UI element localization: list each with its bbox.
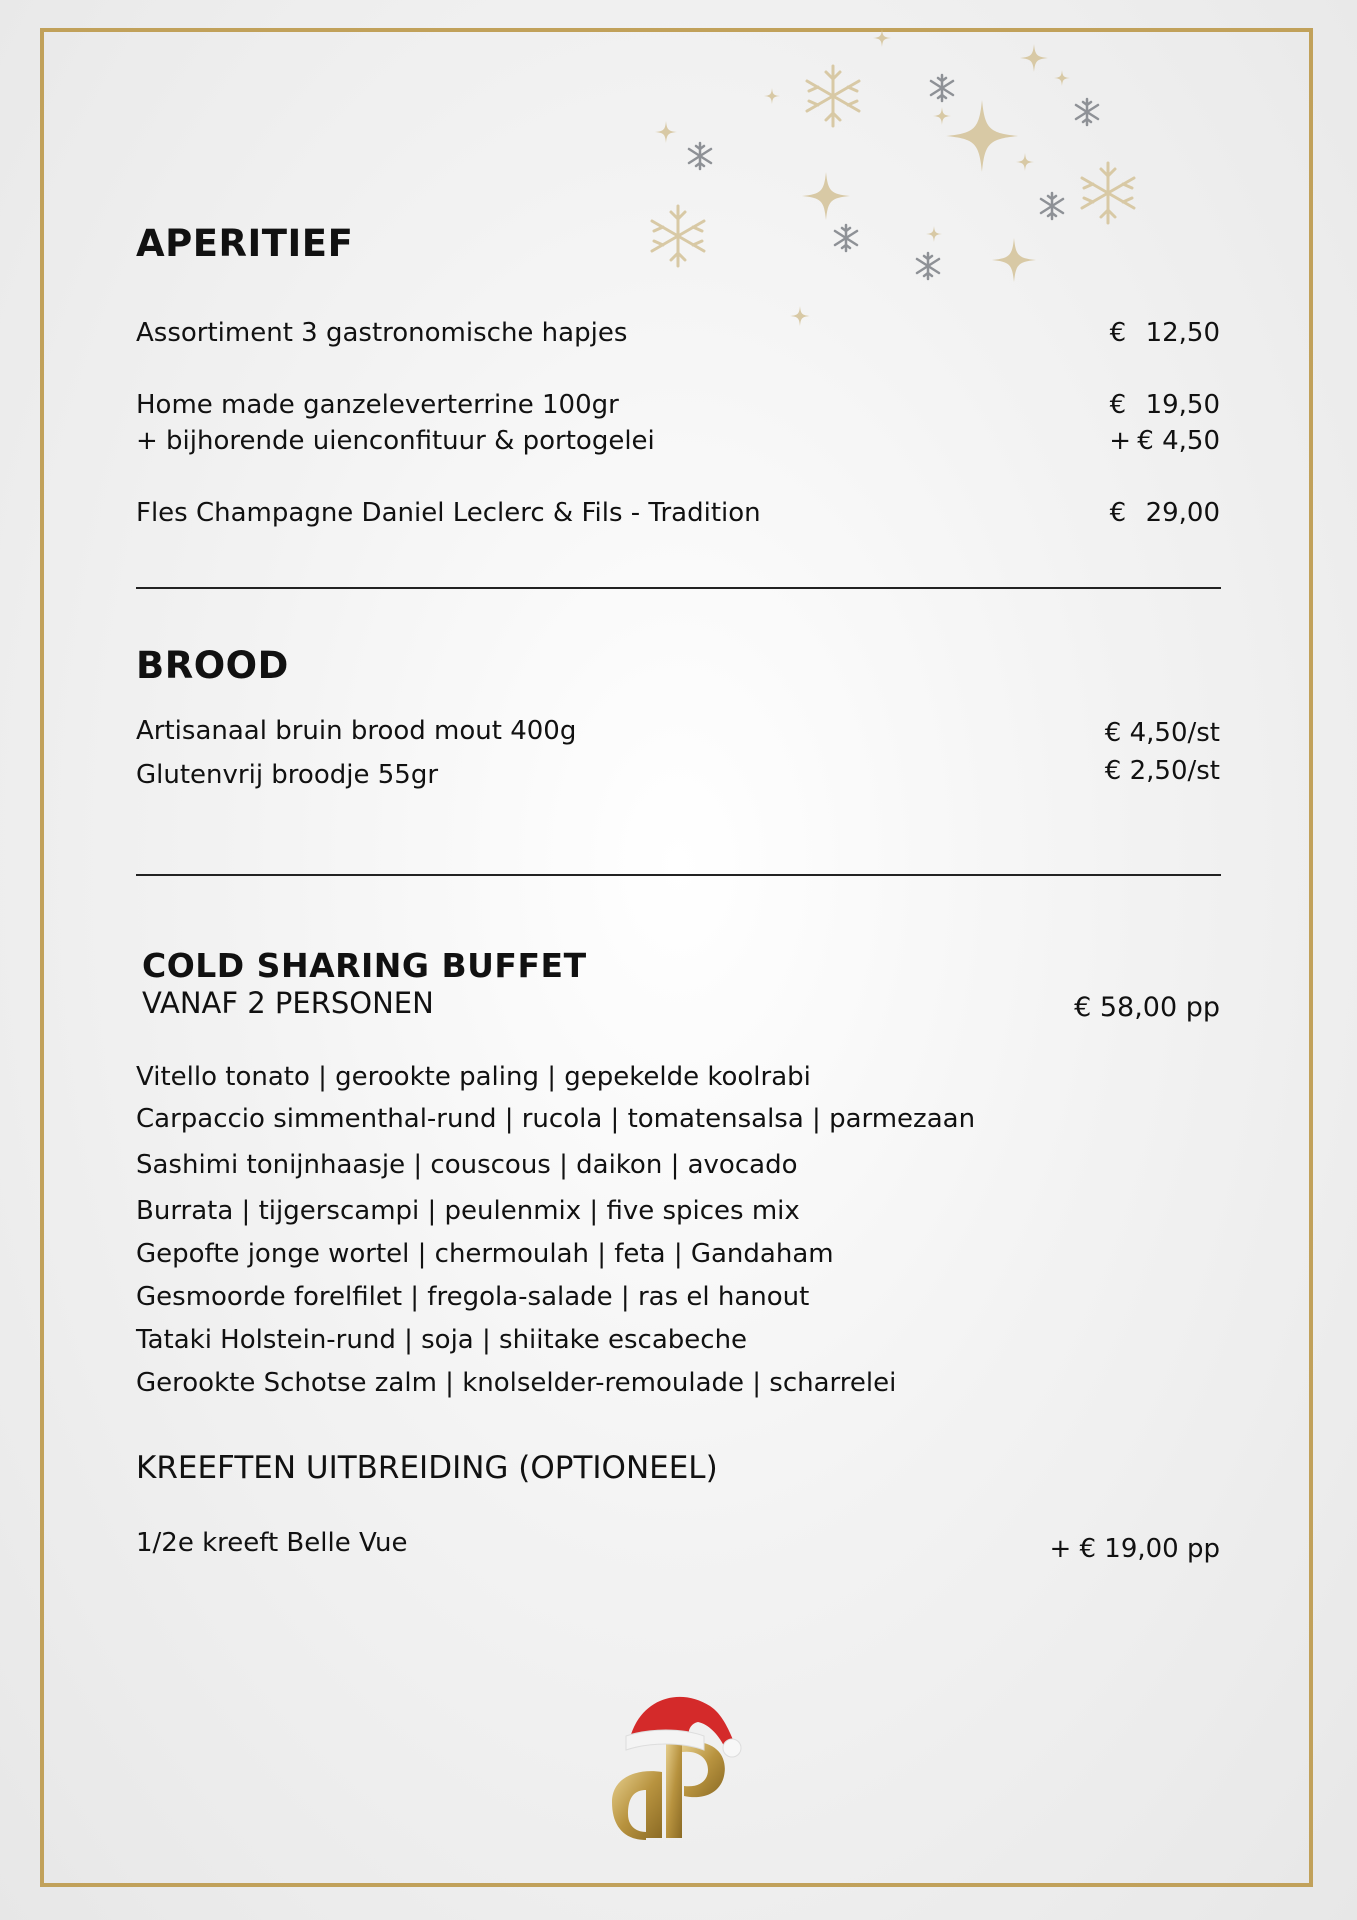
price-value: 29,00	[1145, 498, 1220, 528]
snowflake-icon	[931, 75, 953, 101]
snowflake-icon	[1082, 163, 1134, 223]
snowflake-icon	[917, 253, 939, 279]
menu-item-name: Artisanaal bruin brood mout 400g	[136, 716, 577, 746]
section-title-aperitief: APERITIEF	[136, 222, 354, 265]
dish-line: Burrata | tijgerscampi | peulenmix | five spices mix	[136, 1196, 800, 1226]
price-symbol: +	[1109, 426, 1132, 456]
star-sparkle-icon	[655, 29, 1070, 326]
section-subtitle-buffet: VANAF 2 PERSONEN	[142, 986, 434, 1020]
menu-item-name: Home made ganzeleverterrine 100gr	[136, 390, 619, 420]
dish-line: Gerookte Schotse zalm | knolselder-remoulade | scharrelei	[136, 1368, 897, 1398]
menu-item-price	[1110, 390, 1220, 420]
price-value: 12,50	[1145, 318, 1220, 348]
menu-item-name: Glutenvrij broodje 55gr	[136, 760, 439, 790]
dish-line: Carpaccio simmenthal-rund | rucola | tomatensalsa | parmezaan	[136, 1104, 976, 1134]
snowflake-icon	[652, 206, 704, 266]
section-divider	[136, 587, 1221, 589]
buffet-price: € 58,00 pp	[1074, 992, 1220, 1023]
snowflake-decoration	[620, 20, 1160, 340]
menu-item-name: Assortiment 3 gastronomische hapjes	[136, 318, 628, 348]
section-title-kreeft: KREEFTEN UITBREIDING (OPTIONEEL)	[136, 1450, 718, 1486]
menu-item-price: € 2,50/st	[1104, 756, 1220, 786]
price-value: 19,50	[1145, 390, 1220, 420]
snowflake-icon	[689, 143, 711, 169]
snowflake-icon	[1041, 193, 1063, 219]
snowflake-icon	[807, 66, 859, 126]
snowflake-icon	[1076, 99, 1098, 125]
dish-line: Gesmoorde forelfilet | fregola-salade | ras el hanout	[136, 1282, 810, 1312]
price-symbol: €	[1109, 498, 1127, 528]
menu-item-name: Fles Champagne Daniel Leclerc & Fils - Tradition	[136, 498, 761, 528]
price-symbol: €	[1109, 390, 1127, 420]
menu-item-price: € 4,50/st	[1104, 718, 1220, 748]
section-title-brood: BROOD	[136, 644, 289, 687]
dish-line: Vitello tonato | gerookte paling | gepekelde koolrabi	[136, 1062, 811, 1092]
menu-item-price	[1110, 318, 1220, 348]
section-title-buffet: COLD SHARING BUFFET	[142, 946, 587, 985]
menu-item-name: + bijhorende uienconfituur & portogelei	[136, 426, 655, 456]
price-symbol: €	[1109, 318, 1127, 348]
dish-line: Sashimi tonijnhaasje | couscous | daikon | avocado	[136, 1150, 798, 1180]
menu-item-price: + € 19,00 pp	[1049, 1534, 1220, 1564]
dish-line: Gepofte jonge wortel | chermoulah | feta | Gandaham	[136, 1239, 834, 1269]
dish-line: Tataki Holstein-rund | soja | shiitake escabeche	[136, 1325, 748, 1355]
price-value: € 4,50	[1137, 426, 1220, 456]
snowflake-icon	[835, 225, 857, 251]
menu-item-name: 1/2e kreeft Belle Vue	[136, 1528, 408, 1558]
menu-item-price	[1110, 498, 1220, 528]
section-divider	[136, 874, 1221, 876]
dp-logo	[600, 1680, 760, 1850]
menu-item-price	[1109, 426, 1220, 456]
